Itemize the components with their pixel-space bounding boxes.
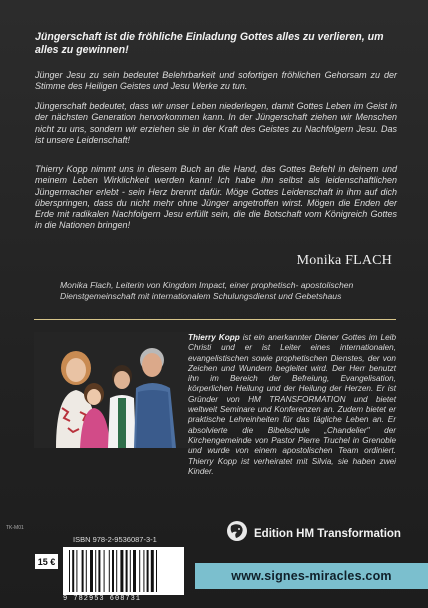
barcode-stripe [133, 550, 136, 592]
author-bio-text: ist ein anerkannter Diener Gottes im Leib Christi und er ist Leiter eines internationalen, evangelistischen sowie prophetischen Dienstes, der von Zeichen und Wundern begleitet wird. Der Herr benutzt ihn im Bereich der Befreiung, Evangelisation, körperlichen Heilung und der Heilung der Herzen. Er ist Gründer von HM TRANSFORMATION und bietet weltweit Seminare und Konferenzen an. Zudem bietet er praktische Lehreinheiten für das tägliche Leben an. Er absolvierte die Bibelschule „Chandelier" der Kirchengemeinde von Pastor Pierre Truchel in Grenoble und wurde von einem apostolischen Team ordiniert. Thierry Kopp ist verheiratet mit Silvia, sie haben zwei Kinder. [188, 333, 397, 476]
lead-statement: Jüngerschaft ist die fröhliche Einladung Gottes alles zu verlieren, um alles zu gewinnen! [35, 31, 384, 56]
barcode-stripe [98, 550, 100, 592]
family-photo [34, 332, 194, 448]
barcode-stripe [69, 550, 70, 592]
paragraph-1: Jünger Jesu zu sein bedeutet Belehrbarkeit und sofortigen fröhlichen Gehorsam zu der Stimme des Heiligen Geistes und Jesu Werke zu tun. [35, 70, 397, 92]
lion-head-logo-icon [226, 520, 248, 547]
barcode-stripe [139, 550, 140, 592]
barcode-stripe [126, 550, 128, 592]
barcode-stripe [130, 550, 131, 592]
barcode-stripe [109, 550, 110, 592]
paragraph-3: Thierry Kopp nimmt uns in diesem Buch an die Hand, das Gottes Befehl in deinem und meinem Leben Wirklichkeit werden kann! Ich habe ihn selbst als leidenschaftlichen Jüngermacher erlebt - sein Herz brennt dafür. Möge Gottes Leidenschaft in ihm auf dich überspringen, dass du nicht mehr ohne Jünger angetroffen wirst. Mögen die Enden der Erde mit radikalen Nachfolgern Jesu erfüllt sein, die die Botschaft vom Königreich Gottes in die Nationen bringen! [35, 164, 397, 231]
barcode-stripe [116, 550, 117, 592]
divider [34, 319, 396, 320]
barcode-stripe [95, 550, 96, 592]
publisher-name: Edition HM Transformation [254, 527, 401, 540]
website-link[interactable]: www.signes-miracles.com [231, 569, 392, 583]
barcode-stripe [82, 550, 84, 592]
barcode-stripe [76, 550, 77, 592]
barcode-stripe [90, 550, 93, 592]
isbn-block [63, 535, 184, 603]
barcode-stripe [86, 550, 87, 592]
barcode [63, 547, 184, 595]
barcode-stripe [147, 550, 149, 592]
signature: Monika FLACH [296, 253, 392, 268]
barcode-stripe [112, 550, 114, 592]
isbn-number: ISBN 978-2-9536087-3-1 [73, 535, 157, 544]
barcode-stripe [120, 550, 123, 592]
barcode-digits: 9 782953 608731 [63, 595, 142, 603]
barcode-stripe [104, 550, 105, 592]
publisher-logo [226, 520, 401, 547]
barcode-stripe [72, 550, 74, 592]
barcode-stripe [156, 550, 157, 592]
barcode-stripe [143, 550, 144, 592]
price-tag: 15 € [35, 554, 58, 569]
barcode-stripe [151, 550, 154, 592]
author-name: Thierry Kopp [188, 333, 240, 342]
reference-code: TK-M01 [6, 525, 24, 531]
author-bio [188, 333, 396, 477]
paragraph-2: Jüngerschaft bedeutet, dass wir unser Leben niederlegen, damit Gottes Leben im Geist in der nächsten Generation hervorkommen kann. In der Jüngerschaft ziehen wir Menschen nicht zu uns, sondern wir erziehen sie in der Kraft des Geistes zu Nachfolgern Jesu. Das ist unsere Leidenschaft! [35, 101, 397, 145]
website-bar [195, 563, 428, 589]
signature-caption: Monika Flach, Leiterin von Kingdom Impact, einer prophetisch- apostolischen Dienstgemeinschaft mit internationalem Schulungsdienst und Gebetshaus [60, 280, 354, 301]
